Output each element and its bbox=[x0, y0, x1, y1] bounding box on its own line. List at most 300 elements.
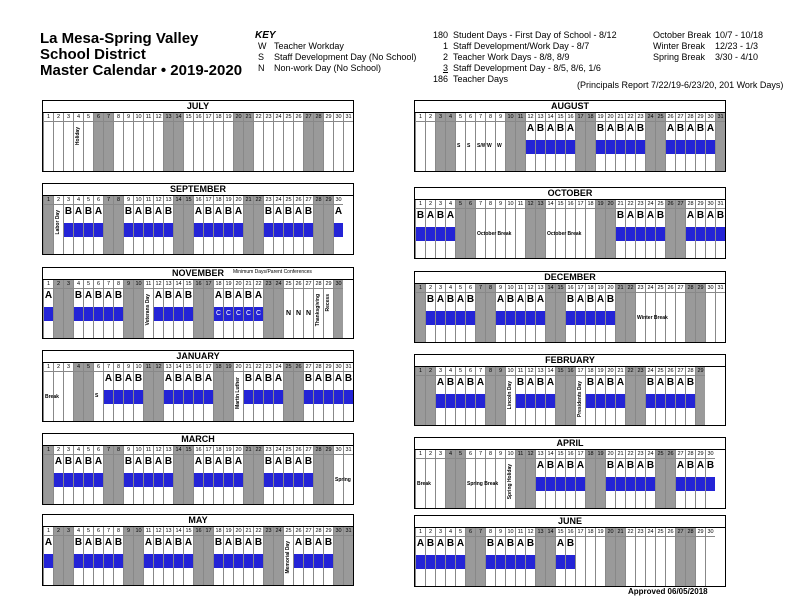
day-number: 9 bbox=[496, 528, 505, 537]
ab-day-letter: B bbox=[636, 123, 645, 134]
day-cell bbox=[575, 450, 585, 508]
student-day-fill bbox=[566, 311, 575, 325]
ab-day-letter: B bbox=[324, 537, 333, 548]
student-day-fill bbox=[496, 311, 505, 325]
student-day-fill bbox=[526, 555, 535, 569]
day-number: 7 bbox=[104, 113, 113, 122]
day-number: 27 bbox=[305, 114, 312, 120]
day-cell bbox=[243, 196, 253, 254]
day-cell bbox=[163, 113, 173, 171]
student-day-fill bbox=[334, 223, 343, 237]
student-day-fill bbox=[324, 554, 333, 568]
student-day-fill bbox=[626, 477, 635, 491]
student-day-fill: C bbox=[234, 307, 243, 321]
day-cell bbox=[303, 196, 313, 254]
ab-day-letter: B bbox=[446, 377, 455, 388]
ab-day-letter: B bbox=[304, 373, 313, 384]
day-cell bbox=[475, 200, 485, 258]
day-cell bbox=[203, 113, 213, 171]
student-day-fill bbox=[134, 223, 143, 237]
day-count-row bbox=[428, 41, 617, 52]
ab-day-letter: A bbox=[214, 206, 223, 217]
day-cell bbox=[63, 113, 73, 171]
day-number: 18 bbox=[215, 281, 222, 287]
day-cell bbox=[505, 528, 515, 586]
student-day-fill bbox=[164, 554, 173, 568]
day-number: 2 bbox=[426, 528, 435, 537]
day-cell bbox=[625, 367, 635, 425]
day-cell bbox=[193, 527, 203, 585]
day-number: 11 bbox=[145, 281, 152, 287]
day-count-label: Staff Development Day - 8/5, 8/6, 1/6 bbox=[453, 63, 601, 73]
day-number: 8 bbox=[486, 113, 495, 122]
student-day-fill bbox=[506, 311, 515, 325]
ab-day-letter: B bbox=[706, 460, 715, 471]
holiday-label: Lincoln Day bbox=[507, 381, 513, 410]
month-title: NOVEMBER bbox=[171, 268, 224, 278]
day-number: 9 bbox=[496, 200, 505, 209]
student-day-fill bbox=[646, 477, 655, 491]
day-cell bbox=[565, 200, 575, 258]
ab-day-letter: A bbox=[596, 294, 605, 305]
day-cell bbox=[43, 446, 53, 504]
day-number: 9 bbox=[496, 367, 505, 376]
day-cell bbox=[113, 527, 123, 585]
day-number: 17 bbox=[577, 529, 584, 535]
staff-work-marker: W bbox=[497, 143, 502, 149]
day-number: 17 bbox=[577, 285, 584, 291]
day-cell bbox=[675, 367, 685, 425]
ab-day-letter: A bbox=[104, 290, 113, 301]
day-cell bbox=[565, 528, 575, 586]
day-cell bbox=[243, 113, 253, 171]
ab-day-letter: B bbox=[154, 537, 163, 548]
day-number: 21 bbox=[245, 528, 252, 534]
day-cell bbox=[635, 113, 645, 171]
day-cell bbox=[675, 284, 685, 342]
day-grid bbox=[415, 113, 725, 171]
day-number: 22 bbox=[255, 114, 262, 120]
day-cell bbox=[615, 200, 625, 258]
ab-day-letter: A bbox=[334, 206, 343, 217]
day-cell bbox=[525, 367, 535, 425]
day-cell bbox=[343, 113, 353, 171]
day-cell bbox=[585, 367, 595, 425]
student-day-fill bbox=[656, 227, 665, 241]
day-cell bbox=[303, 113, 313, 171]
break-note: Break bbox=[45, 394, 59, 400]
day-cell bbox=[655, 367, 665, 425]
student-day-fill bbox=[204, 390, 213, 404]
student-day-fill bbox=[476, 394, 485, 408]
ab-day-letter: A bbox=[536, 460, 545, 471]
student-day-fill bbox=[124, 223, 133, 237]
student-day-fill bbox=[696, 140, 705, 154]
day-cell bbox=[163, 446, 173, 504]
day-cell bbox=[233, 446, 243, 504]
day-number: 5 bbox=[84, 113, 93, 122]
ab-day-letter: A bbox=[174, 290, 183, 301]
student-day-fill bbox=[446, 555, 455, 569]
day-cell bbox=[143, 363, 153, 421]
day-number: 23 bbox=[265, 447, 272, 453]
day-cell bbox=[595, 367, 605, 425]
day-number: 19 bbox=[597, 285, 604, 291]
holiday-label: Recess bbox=[325, 294, 331, 312]
day-number: 6 bbox=[466, 450, 475, 459]
day-cell bbox=[445, 113, 455, 171]
day-number: 30 bbox=[335, 528, 342, 534]
student-day-fill bbox=[324, 390, 333, 404]
break-note: October Break bbox=[477, 231, 512, 237]
day-number: 7 bbox=[476, 113, 485, 122]
student-day-fill bbox=[74, 307, 83, 321]
day-cell bbox=[243, 280, 253, 338]
day-cell bbox=[685, 113, 695, 171]
holiday-label: Holiday bbox=[75, 127, 81, 146]
day-cell bbox=[645, 367, 655, 425]
ab-day-letter: A bbox=[416, 538, 425, 549]
student-day-fill bbox=[676, 477, 685, 491]
break-row bbox=[653, 52, 763, 63]
day-cell bbox=[565, 284, 575, 342]
day-number: 14 bbox=[175, 528, 182, 534]
day-cell bbox=[163, 527, 173, 585]
day-number: 19 bbox=[225, 281, 232, 287]
student-day-fill bbox=[566, 555, 575, 569]
day-number: 9 bbox=[124, 196, 133, 205]
student-day-fill bbox=[124, 473, 133, 487]
ab-day-letter: B bbox=[606, 294, 615, 305]
ab-day-letter: A bbox=[556, 460, 565, 471]
day-number: 7 bbox=[104, 527, 113, 536]
day-cell bbox=[153, 113, 163, 171]
day-number: 25 bbox=[285, 114, 292, 120]
ab-day-letter: B bbox=[646, 460, 655, 471]
day-number: 12 bbox=[527, 285, 534, 291]
day-cell bbox=[555, 113, 565, 171]
student-day-fill bbox=[204, 223, 213, 237]
day-cell bbox=[435, 113, 445, 171]
day-number: 29 bbox=[325, 528, 332, 534]
day-number: 15 bbox=[557, 114, 564, 120]
month-june bbox=[414, 515, 726, 587]
ab-day-letter: A bbox=[566, 123, 575, 134]
day-number: 15 bbox=[185, 364, 192, 370]
day-number: 14 bbox=[547, 368, 554, 374]
day-cell bbox=[173, 446, 183, 504]
ab-day-letter: B bbox=[174, 373, 183, 384]
ab-day-letter: B bbox=[686, 377, 695, 388]
day-cell bbox=[685, 284, 695, 342]
day-number: 12 bbox=[155, 528, 162, 534]
day-cell bbox=[715, 200, 725, 258]
student-day-fill bbox=[536, 311, 545, 325]
day-cell bbox=[93, 527, 103, 585]
day-number: 5 bbox=[456, 284, 465, 293]
student-day-fill bbox=[576, 311, 585, 325]
day-cell bbox=[455, 528, 465, 586]
day-grid bbox=[43, 280, 343, 338]
non-work-day-marker: N bbox=[286, 310, 292, 317]
student-day-fill bbox=[54, 473, 63, 487]
day-cell bbox=[273, 196, 283, 254]
day-number: 14 bbox=[547, 529, 554, 535]
day-count-row bbox=[428, 30, 617, 41]
day-cell bbox=[183, 527, 193, 585]
day-cell bbox=[635, 528, 645, 586]
day-number: 15 bbox=[185, 281, 192, 287]
day-cell bbox=[103, 113, 113, 171]
day-cell bbox=[223, 363, 233, 421]
day-cell bbox=[425, 200, 435, 258]
day-cell bbox=[475, 528, 485, 586]
break-dates: 3/30 - 4/10 bbox=[715, 52, 759, 62]
staff-work-marker: S/W bbox=[477, 143, 487, 149]
student-day-fill bbox=[314, 390, 323, 404]
day-cell bbox=[495, 528, 505, 586]
day-number: 9 bbox=[124, 280, 133, 289]
break-note: Spring bbox=[335, 477, 351, 483]
key-item bbox=[255, 52, 416, 63]
day-cell bbox=[43, 196, 53, 254]
student-day-fill bbox=[284, 223, 293, 237]
day-number: 5 bbox=[84, 446, 93, 455]
day-cell bbox=[665, 200, 675, 258]
day-cell bbox=[163, 196, 173, 254]
month-title: SEPTEMBER bbox=[169, 184, 226, 194]
day-cell bbox=[425, 450, 435, 508]
day-cell bbox=[675, 200, 685, 258]
break-name: October Break bbox=[653, 30, 712, 40]
day-cell bbox=[585, 528, 595, 586]
student-day-fill bbox=[706, 140, 715, 154]
day-cell bbox=[655, 284, 665, 342]
day-cell bbox=[73, 527, 83, 585]
day-cell bbox=[53, 363, 63, 421]
ab-day-letter: A bbox=[274, 373, 283, 384]
day-count-label: Teacher Days bbox=[453, 74, 509, 84]
day-number: 19 bbox=[597, 201, 604, 207]
ab-day-letter: A bbox=[294, 537, 303, 548]
holiday-label: Martin Luther bbox=[235, 377, 241, 409]
day-cell bbox=[333, 446, 343, 504]
day-cell bbox=[223, 446, 233, 504]
ab-day-letter: B bbox=[164, 290, 173, 301]
ab-day-letter: B bbox=[174, 537, 183, 548]
student-day-fill bbox=[536, 394, 545, 408]
day-number: 10 bbox=[135, 197, 142, 203]
day-cell bbox=[283, 280, 293, 338]
day-number: 30 bbox=[707, 451, 714, 457]
ab-day-letter: B bbox=[446, 538, 455, 549]
student-day-fill bbox=[546, 140, 555, 154]
day-cell bbox=[465, 450, 475, 508]
day-number: 30 bbox=[335, 364, 342, 370]
student-day-fill bbox=[244, 554, 253, 568]
day-number: 22 bbox=[255, 364, 262, 370]
day-number: 7 bbox=[476, 200, 485, 209]
day-cell bbox=[705, 450, 715, 508]
day-cell bbox=[93, 363, 103, 421]
district-name-line1: La Mesa-Spring Valley bbox=[40, 30, 199, 47]
day-number: 7 bbox=[476, 367, 485, 376]
day-cell bbox=[625, 113, 635, 171]
day-cell bbox=[445, 450, 455, 508]
ab-day-letter: A bbox=[194, 456, 203, 467]
student-day-fill bbox=[234, 554, 243, 568]
day-number: 28 bbox=[315, 281, 322, 287]
student-day-fill bbox=[64, 223, 73, 237]
day-cell bbox=[695, 367, 705, 425]
ab-day-letter: A bbox=[516, 294, 525, 305]
ab-day-letter: A bbox=[204, 373, 213, 384]
day-number: 31 bbox=[345, 528, 352, 534]
day-cell bbox=[415, 367, 425, 425]
day-cell bbox=[465, 284, 475, 342]
day-cell bbox=[595, 450, 605, 508]
day-number: 28 bbox=[315, 197, 322, 203]
day-cell bbox=[675, 113, 685, 171]
day-cell bbox=[575, 528, 585, 586]
day-number: 16 bbox=[567, 285, 574, 291]
day-number: 19 bbox=[225, 364, 232, 370]
student-day-fill bbox=[194, 473, 203, 487]
day-number: 11 bbox=[517, 368, 524, 374]
day-cell bbox=[635, 284, 645, 342]
day-number: 5 bbox=[456, 200, 465, 209]
non-work-day-marker: N bbox=[296, 310, 302, 317]
day-cell bbox=[93, 113, 103, 171]
day-number: 1 bbox=[416, 284, 425, 293]
day-cell bbox=[113, 446, 123, 504]
day-number: 14 bbox=[175, 197, 182, 203]
day-grid bbox=[415, 450, 715, 508]
student-day-fill bbox=[154, 307, 163, 321]
day-cell bbox=[645, 450, 655, 508]
ab-day-letter: B bbox=[114, 373, 123, 384]
ab-day-letter: A bbox=[254, 290, 263, 301]
day-number: 17 bbox=[205, 447, 212, 453]
day-number: 5 bbox=[84, 363, 93, 372]
ab-day-letter: B bbox=[536, 377, 545, 388]
day-cell bbox=[485, 450, 495, 508]
student-day-fill bbox=[214, 473, 223, 487]
day-cell bbox=[193, 280, 203, 338]
day-number: 24 bbox=[275, 197, 282, 203]
ab-day-letter: A bbox=[234, 290, 243, 301]
ab-day-letter: B bbox=[566, 294, 575, 305]
day-cell bbox=[53, 113, 63, 171]
day-cell bbox=[243, 446, 253, 504]
holiday-label: Labor Day bbox=[55, 210, 61, 235]
ab-day-letter: B bbox=[516, 377, 525, 388]
day-number: 23 bbox=[637, 201, 644, 207]
holiday-label: Veterans Day bbox=[145, 294, 151, 326]
day-cell bbox=[313, 363, 323, 421]
ab-day-letter: A bbox=[294, 206, 303, 217]
day-cell bbox=[53, 446, 63, 504]
day-cell bbox=[103, 363, 113, 421]
student-day-fill bbox=[304, 390, 313, 404]
ab-day-letter: B bbox=[636, 210, 645, 221]
student-day-fill bbox=[334, 390, 343, 404]
student-day-fill bbox=[626, 227, 635, 241]
day-cell bbox=[303, 446, 313, 504]
day-number: 29 bbox=[325, 281, 332, 287]
day-number: 14 bbox=[175, 114, 182, 120]
break-name: Winter Break bbox=[653, 41, 706, 51]
day-cell bbox=[203, 527, 213, 585]
ab-day-letter: A bbox=[44, 290, 53, 301]
break-note: Break bbox=[417, 481, 431, 487]
day-number: 18 bbox=[587, 285, 594, 291]
day-cell bbox=[213, 527, 223, 585]
ab-day-letter: B bbox=[646, 377, 655, 388]
ab-day-letter: B bbox=[94, 537, 103, 548]
day-number: 7 bbox=[104, 280, 113, 289]
day-number: 21 bbox=[617, 114, 624, 120]
student-day-fill bbox=[446, 227, 455, 241]
day-count-num: 1 bbox=[442, 41, 448, 51]
day-number: 26 bbox=[295, 197, 302, 203]
day-number: 4 bbox=[74, 196, 83, 205]
month-july bbox=[42, 100, 354, 172]
student-day-fill bbox=[124, 390, 133, 404]
day-cell bbox=[695, 450, 705, 508]
ab-day-letter: B bbox=[64, 206, 73, 217]
day-cell bbox=[455, 200, 465, 258]
student-day-fill bbox=[526, 394, 535, 408]
student-day-fill bbox=[536, 140, 545, 154]
day-cell bbox=[103, 527, 113, 585]
day-cell bbox=[253, 280, 263, 338]
ab-day-letter: B bbox=[696, 123, 705, 134]
day-number: 15 bbox=[185, 197, 192, 203]
day-number: 24 bbox=[647, 529, 654, 535]
day-number: 25 bbox=[657, 368, 664, 374]
ab-day-letter: A bbox=[646, 210, 655, 221]
month-march bbox=[42, 433, 354, 505]
day-cell bbox=[675, 528, 685, 586]
day-cell bbox=[73, 196, 83, 254]
ab-day-letter: B bbox=[666, 377, 675, 388]
day-cell bbox=[685, 450, 695, 508]
student-day-fill bbox=[426, 311, 435, 325]
day-number: 20 bbox=[235, 364, 242, 370]
ab-day-letter: A bbox=[526, 123, 535, 134]
day-number: 5 bbox=[456, 528, 465, 537]
day-number: 11 bbox=[517, 451, 524, 457]
ab-day-letter: B bbox=[114, 290, 123, 301]
student-day-fill bbox=[224, 473, 233, 487]
key-legend bbox=[255, 30, 416, 74]
student-day-fill bbox=[596, 140, 605, 154]
day-number: 4 bbox=[446, 284, 455, 293]
ab-day-letter: A bbox=[274, 206, 283, 217]
day-cell bbox=[495, 450, 505, 508]
ab-day-letter: A bbox=[436, 538, 445, 549]
ab-day-letter: B bbox=[284, 456, 293, 467]
day-number: 29 bbox=[325, 447, 332, 453]
day-number: 19 bbox=[597, 368, 604, 374]
day-cell bbox=[545, 200, 555, 258]
student-day-fill bbox=[666, 394, 675, 408]
day-number: 6 bbox=[94, 280, 103, 289]
ab-day-letter: B bbox=[214, 537, 223, 548]
day-cell bbox=[695, 284, 705, 342]
student-day-fill bbox=[174, 554, 183, 568]
